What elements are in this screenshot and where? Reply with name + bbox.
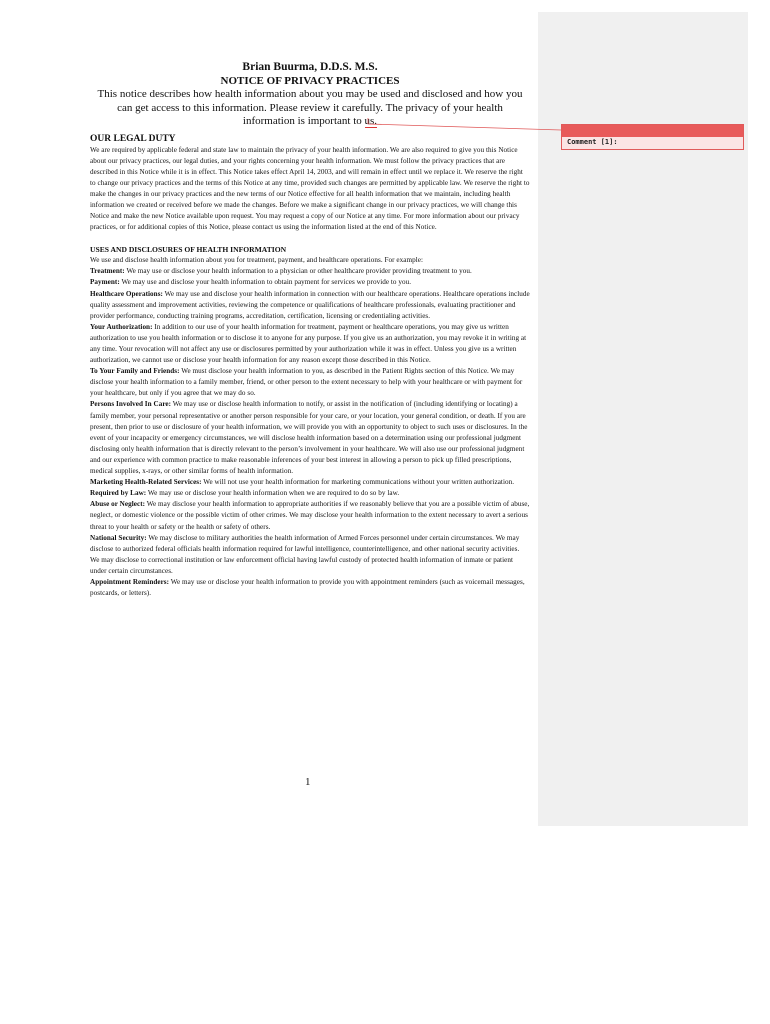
intro-line-3-text: information is important to bbox=[242, 115, 365, 127]
label-abuse-neglect: Abuse or Neglect: bbox=[90, 500, 146, 509]
intro-line-1: This notice describes how health information about you may be used and disclosed and how you bbox=[97, 88, 523, 100]
paragraph-appointment-reminders bbox=[90, 577, 530, 599]
paragraph-treatment bbox=[90, 266, 530, 277]
text-healthcare-operations: We may use and disclose your health information in connection with our healthcare operations. Healthcare operations include quality assessment and improvement activities, reviewing the competence or qualifications of healthcare professionals, evaluating practitioner and provider performance, conducting training programs, accreditation, certification, licensing or credentialing activities. bbox=[90, 289, 530, 320]
paragraph-payment bbox=[90, 277, 530, 288]
text-required-by-law: We may use or disclose your health information when we are required to do so by law. bbox=[146, 489, 400, 498]
paragraph-persons-involved bbox=[90, 399, 530, 477]
label-family-friends: To Your Family and Friends: bbox=[90, 367, 180, 376]
intro-line-2: can get access to this information. Please review it carefully. The privacy of your health bbox=[117, 101, 503, 114]
label-healthcare-operations: Healthcare Operations: bbox=[90, 289, 163, 298]
paragraph-your-authorization bbox=[90, 322, 530, 366]
practice-name: Brian Buurma, D.D.S. M.S. bbox=[242, 61, 378, 73]
text-abuse-neglect: We may disclose your health information to appropriate authorities if we reasonably believe that you are a possible victim of abuse, neglect, or domestic violence or the possible victim of other crimes. We may disclose your health information to the extent necessary to avert a serious threat to your health or safety or the health or safety of others. bbox=[90, 500, 530, 531]
intro-line-3 bbox=[90, 115, 530, 129]
text-marketing: We will not use your health information for marketing communications without your written authorization. bbox=[201, 478, 515, 487]
paragraph-marketing bbox=[90, 477, 530, 488]
label-persons-involved: Persons Involved In Care: bbox=[90, 400, 172, 409]
text-appointment-reminders: We may use or disclose your health information to provide you with appointment reminders (such as voicemail messages, postcards, or letters). bbox=[90, 577, 525, 598]
label-your-authorization: Your Authorization: bbox=[90, 322, 153, 331]
comment-label: Comment [1]: bbox=[567, 138, 618, 146]
label-required-by-law: Required by Law: bbox=[90, 489, 147, 498]
legal-duty-text: We are required by applicable federal and state law to maintain the privacy of your health information. We are also required to give you this Notice about our privacy practices, our legal duties, and your rights concerning your health information. We must follow the privacy practices that are described in this Notice while it is in effect. This Notice takes effect April 14, 2003, and will remain in effect until we replace it. We reserve the right to change our privacy practices and the terms of this Notice at any time, provided such changes are permitted by applicable law. We reserve the right to make the changes in our privacy practices and the new terms of our Notice effective for all health information that we maintain, including health information we created or received before we made the changes. Before we make a significant change in our privacy practices, we will change this Notice and make the new Notice available upon request. You may request a copy of our Notice at any time. For more information about our privacy practices, or for additional copies of this Notice, please contact us using the information listed at the end of this Notice. bbox=[90, 145, 530, 232]
label-marketing: Marketing Health-Related Services: bbox=[90, 478, 202, 487]
label-payment: Payment: bbox=[90, 278, 120, 287]
document-header bbox=[90, 60, 530, 129]
text-payment: We may use and disclose your health information to obtain payment for services we provide to you. bbox=[119, 278, 412, 287]
label-national-security: National Security: bbox=[90, 533, 147, 542]
comment-header-bar bbox=[562, 125, 743, 137]
paragraph-national-security bbox=[90, 533, 530, 577]
label-appointment-reminders: Appointment Reminders: bbox=[90, 577, 170, 586]
section-gap bbox=[90, 233, 530, 244]
paragraph-family-friends bbox=[90, 366, 530, 399]
paragraph-required-by-law bbox=[90, 488, 530, 499]
text-persons-involved: We may use or disclose health information to notify, or assist in the notification of (including identifying or locating) a family member, your personal representative or another person responsible for your care, or your location, your general condition, or death. If you are present, then prior to use or disclosure of your health information, we will provide you with an opportunity to object to such uses or disclosures. In the event of your incapacity or emergency circumstances, we will disclose health information based on a determination using our professional judgment disclosing only health information that is directly relevant to the person’s involvement in your healthcare. We will also use our professional judgment and our experience with common practice to make reasonable inferences of your best interest in allowing a person to pick up filled prescriptions, medical supplies, x-rays, or other similar forms of health information. bbox=[90, 400, 528, 476]
paragraph-abuse-neglect bbox=[90, 499, 530, 532]
text-national-security: We may disclose to military authorities the health information of Armed Forces personnel under certain circumstances. We may disclose to authorized federal officials health information required for lawful intelligence, counterintelligence, and other national security activities. We may disclose to correctional institution or law enforcement official having lawful custody of protected health information of inmate or patient under certain circumstances. bbox=[90, 533, 520, 575]
legal-duty-heading: OUR LEGAL DUTY bbox=[90, 133, 176, 144]
text-treatment: We may use or disclose your health information to a physician or other healthcare provider providing treatment to you. bbox=[124, 267, 472, 276]
commented-text[interactable]: us. bbox=[364, 115, 378, 127]
page-number: 1 bbox=[305, 776, 311, 788]
text-your-authorization: In addition to our use of your health information for treatment, payment or healthcare operations, you may give us written authorization to use you health information or to disclose it to anyone for any purpose. If you give us an authorization, you may revoke it in writing at any time. Your revocation will not affect any use or disclosures permitted by your authorization while it was in effect. Unless you give us a written authorization, we cannot use or disclose your health information for any reason except those described in this Notice. bbox=[90, 322, 527, 365]
uses-intro: We use and disclose health information about you for treatment, payment, and healthcare operations. For example: bbox=[90, 256, 423, 265]
notice-title: NOTICE OF PRIVACY PRACTICES bbox=[220, 75, 400, 87]
label-treatment: Treatment: bbox=[90, 267, 125, 276]
text-family-friends: We must disclose your health information to you, as described in the Patient Rights section of this Notice. We may disclose your health information to a family member, friend, or other person to the extent necessary to help with your healthcare or with payment for your healthcare, but only if you agree that we may do so. bbox=[90, 367, 523, 398]
uses-heading: USES AND DISCLOSURES OF HEALTH INFORMATION bbox=[90, 245, 287, 255]
paragraph-healthcare-operations bbox=[90, 289, 530, 322]
comment-balloon[interactable] bbox=[561, 124, 744, 150]
document-body bbox=[90, 56, 530, 599]
